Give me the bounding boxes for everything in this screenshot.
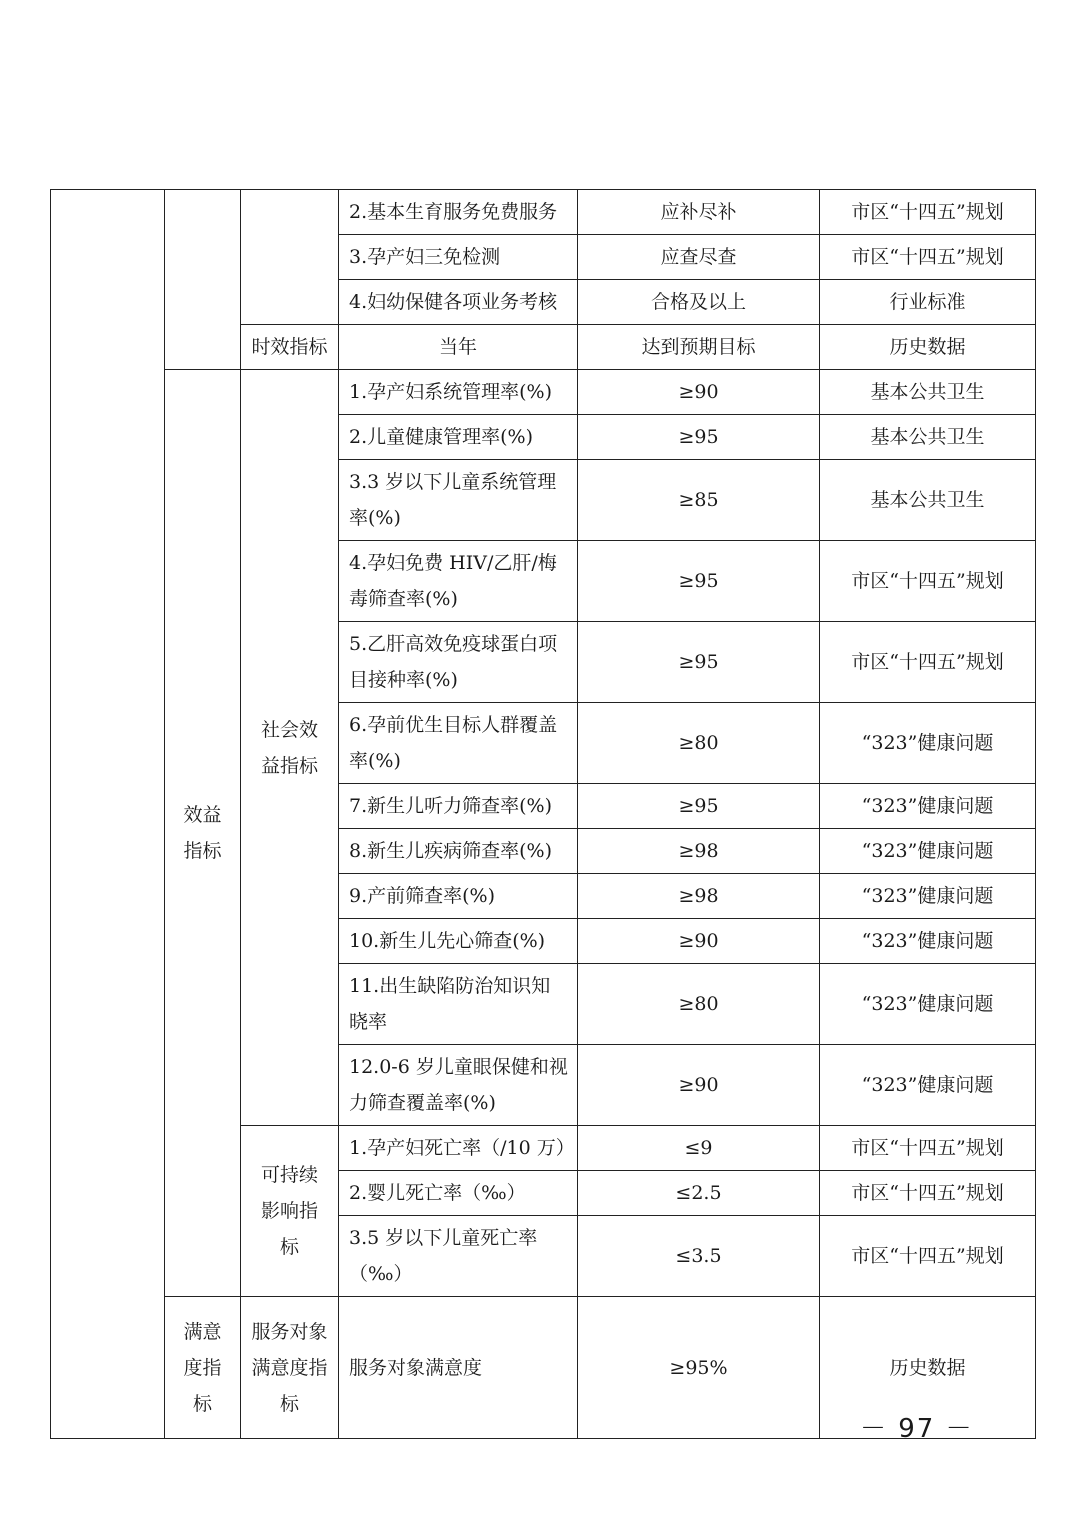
indicator-name: 1.孕产妇死亡率（/10 万） [339, 1126, 578, 1171]
indicator-name: 2.婴儿死亡率（‰） [339, 1171, 578, 1216]
satisfaction-category-cell: 服务对象满意度指标 [241, 1297, 339, 1439]
outer-blank-cell [51, 190, 165, 1439]
indicator-basis: “323”健康问题 [820, 964, 1036, 1045]
indicator-basis: “323”健康问题 [820, 829, 1036, 874]
indicator-name: 服务对象满意度 [339, 1297, 578, 1439]
social-category-cell: 社会效益指标 [241, 370, 339, 1126]
indicator-name: 2.基本生育服务免费服务 [339, 190, 578, 235]
indicator-name: 3.3 岁以下儿童系统管理率(%) [339, 460, 578, 541]
indicator-name: 6.孕前优生目标人群覆盖率(%) [339, 703, 578, 784]
indicator-basis: 基本公共卫生 [820, 415, 1036, 460]
indicator-name: 9.产前筛查率(%) [339, 874, 578, 919]
indicator-name: 2.儿童健康管理率(%) [339, 415, 578, 460]
indicator-value: 应补尽补 [578, 190, 820, 235]
indicator-table [50, 189, 1036, 1439]
indicator-basis: 历史数据 [820, 325, 1036, 370]
indicator-basis: 历史数据 [820, 1297, 1036, 1439]
indicator-value: ≤2.5 [578, 1171, 820, 1216]
indicator-basis: “323”健康问题 [820, 1045, 1036, 1126]
indicator-value: ≥90 [578, 370, 820, 415]
benefit-group-cell: 效益指标 [165, 370, 241, 1297]
timeliness-category: 时效指标 [241, 325, 339, 370]
quality-category-cell [241, 190, 339, 325]
indicator-value: ≥90 [578, 919, 820, 964]
indicator-value: ≥80 [578, 703, 820, 784]
indicator-basis: “323”健康问题 [820, 919, 1036, 964]
indicator-basis: 行业标准 [820, 280, 1036, 325]
indicator-name: 12.0-6 岁儿童眼保健和视力筛查覆盖率(%) [339, 1045, 578, 1126]
indicator-value: ≥95% [578, 1297, 820, 1439]
page-number: － 97 － [860, 1414, 974, 1444]
indicator-value: ≤3.5 [578, 1216, 820, 1297]
indicator-name: 5.乙肝高效免疫球蛋白项目接种率(%) [339, 622, 578, 703]
indicator-value: 达到预期目标 [578, 325, 820, 370]
indicator-name: 10.新生儿先心筛查(%) [339, 919, 578, 964]
table-row [51, 370, 1036, 415]
indicator-basis: “323”健康问题 [820, 703, 1036, 784]
indicator-basis: 市区“十四五”规划 [820, 190, 1036, 235]
indicator-value: ≥95 [578, 541, 820, 622]
indicator-value: ≥80 [578, 964, 820, 1045]
satisfaction-group-cell: 满意度指标 [165, 1297, 241, 1439]
indicator-name: 3.5 岁以下儿童死亡率（‰） [339, 1216, 578, 1297]
indicator-basis: 市区“十四五”规划 [820, 1216, 1036, 1297]
indicator-value: ≥90 [578, 1045, 820, 1126]
sustain-category-cell: 可持续影响指标 [241, 1126, 339, 1297]
indicator-value: ≤9 [578, 1126, 820, 1171]
indicator-value: ≥95 [578, 622, 820, 703]
indicator-name: 4.孕妇免费 HIV/乙肝/梅毒筛查率(%) [339, 541, 578, 622]
indicator-name: 3.孕产妇三免检测 [339, 235, 578, 280]
indicator-value: ≥95 [578, 784, 820, 829]
indicator-name: 当年 [339, 325, 578, 370]
indicator-basis: 市区“十四五”规划 [820, 1126, 1036, 1171]
indicator-value: 应查尽查 [578, 235, 820, 280]
indicator-value: 合格及以上 [578, 280, 820, 325]
indicator-basis: 基本公共卫生 [820, 460, 1036, 541]
output-group-cell [165, 190, 241, 370]
indicator-name: 8.新生儿疾病筛查率(%) [339, 829, 578, 874]
indicator-basis: “323”健康问题 [820, 874, 1036, 919]
indicator-basis: 基本公共卫生 [820, 370, 1036, 415]
indicator-value: ≥85 [578, 460, 820, 541]
indicator-name: 11.出生缺陷防治知识知晓率 [339, 964, 578, 1045]
indicator-basis: 市区“十四五”规划 [820, 541, 1036, 622]
indicator-basis: “323”健康问题 [820, 784, 1036, 829]
indicator-value: ≥98 [578, 874, 820, 919]
indicator-name: 7.新生儿听力筛查率(%) [339, 784, 578, 829]
table-row [51, 190, 1036, 235]
indicator-basis: 市区“十四五”规划 [820, 1171, 1036, 1216]
indicator-value: ≥98 [578, 829, 820, 874]
indicator-basis: 市区“十四五”规划 [820, 622, 1036, 703]
indicator-name: 1.孕产妇系统管理率(%) [339, 370, 578, 415]
indicator-name: 4.妇幼保健各项业务考核 [339, 280, 578, 325]
indicator-value: ≥95 [578, 415, 820, 460]
indicator-basis: 市区“十四五”规划 [820, 235, 1036, 280]
